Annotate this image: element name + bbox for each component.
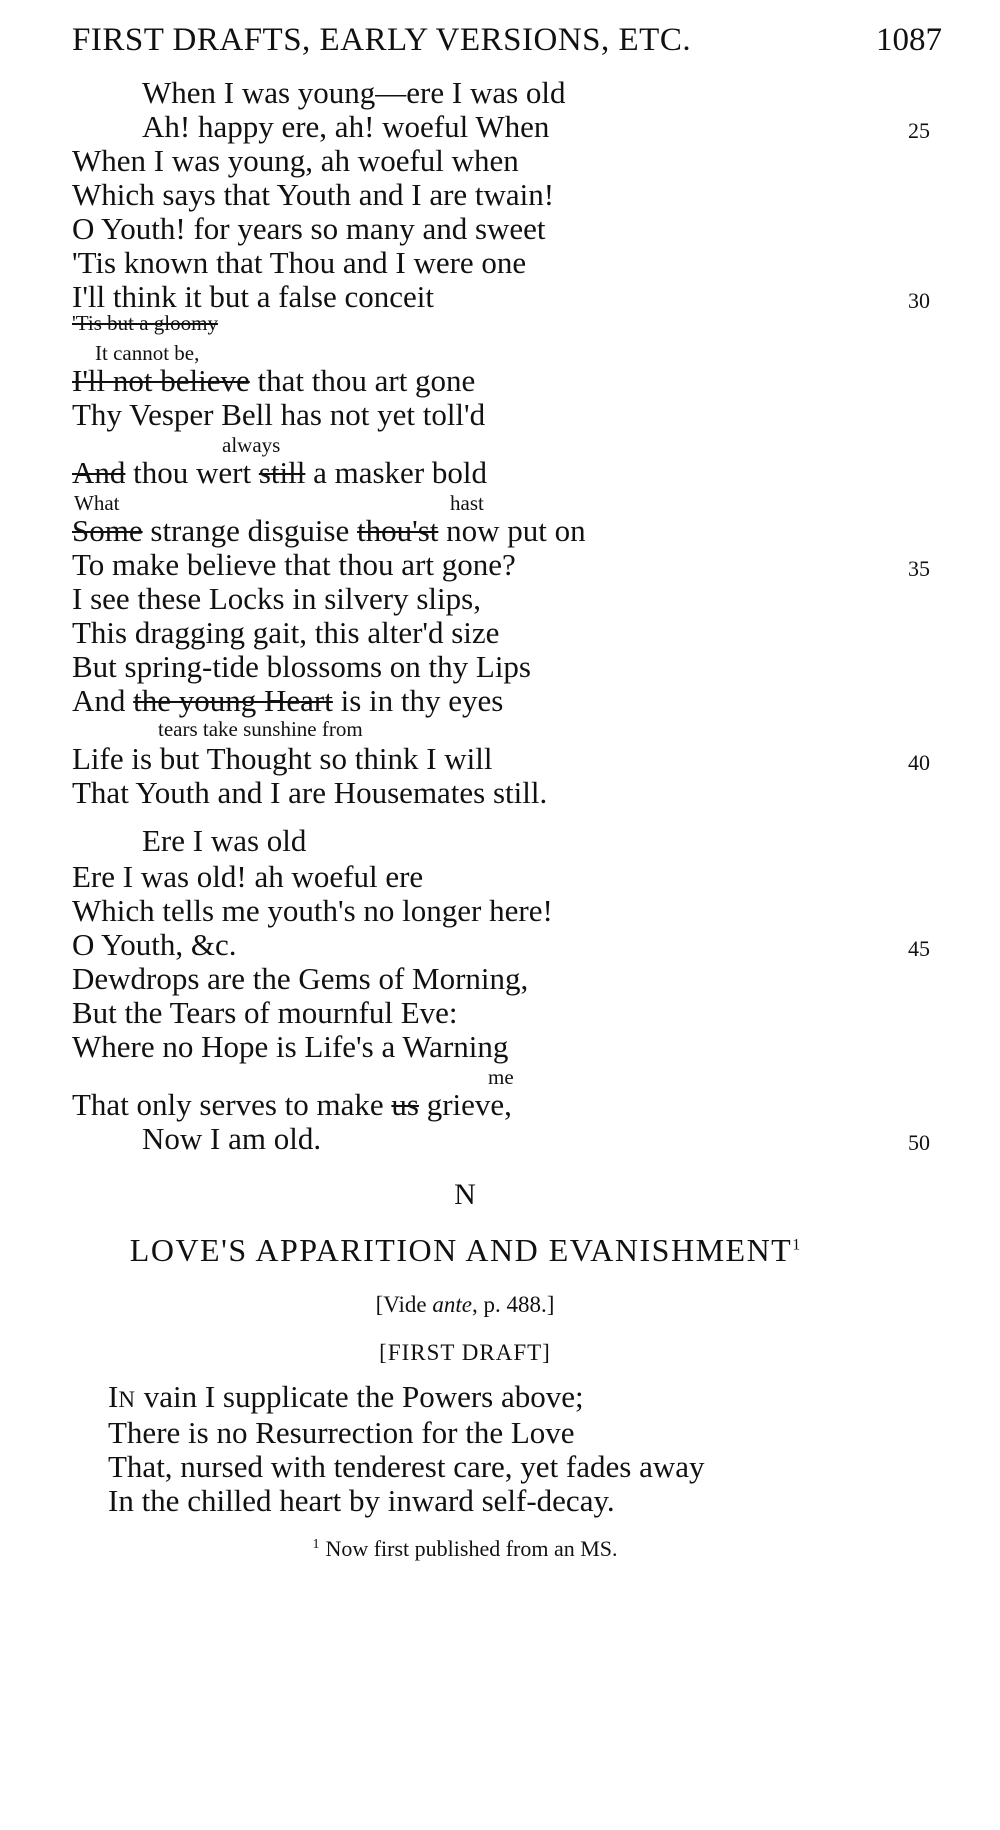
draft-label: [FIRST DRAFT]: [379, 1340, 551, 1365]
struck-text: And: [72, 455, 126, 490]
footnote-mark: 1: [312, 1536, 320, 1552]
running-head-title: FIRST DRAFTS, EARLY VERSIONS, ETC.: [72, 22, 692, 58]
verse-line: That Youth and I are Housemates still.: [72, 775, 548, 810]
line-number: 25: [908, 118, 930, 143]
verse-line: But the Tears of mournful Eve:: [72, 995, 458, 1030]
page-number: 1087: [876, 22, 942, 58]
drop-capital: I: [108, 1379, 119, 1414]
verse-text: That only serves to make: [72, 1087, 392, 1122]
verse-line: In the chilled heart by inward self-decay.: [108, 1483, 615, 1518]
verse-line: 'Tis known that Thou and I were one: [72, 245, 527, 280]
cross-reference-close: , p. 488.]: [471, 1292, 555, 1317]
running-head: [72, 22, 942, 62]
line-number: 35: [908, 556, 930, 581]
verse-text: that thou art gone: [249, 363, 476, 398]
section-title-text: LOVE'S APPARITION AND EVANISHMENT: [129, 1232, 793, 1268]
footnote-text: Now first published from an MS.: [325, 1536, 618, 1561]
interlinear-variant: me: [488, 1065, 514, 1089]
verse-line: [72, 682, 503, 720]
struck-text: the young Heart: [133, 683, 333, 718]
verse-line: O Youth! for years so many and sweet: [72, 211, 546, 246]
verse-line: [72, 512, 586, 550]
verse-line: This dragging gait, this alter'd size: [72, 615, 500, 650]
line-number: 45: [908, 936, 930, 961]
verse-line: When I was young, ah woeful when: [72, 143, 519, 178]
footnote-reference: 1: [792, 1236, 801, 1254]
verse-line: Ere I was old! ah woeful ere: [72, 859, 424, 894]
verse-line: When I was young—ere I was old: [142, 75, 566, 110]
verse-line: That, nursed with tenderest care, yet fades away: [108, 1449, 705, 1484]
verse-line: Which tells me youth's no longer here!: [72, 893, 553, 928]
line-number: 50: [908, 1130, 930, 1155]
verse-text: grieve,: [418, 1087, 512, 1122]
line-number: 40: [908, 750, 930, 775]
verse-line: I see these Locks in silvery slips,: [72, 581, 481, 616]
interlinear-variant: hast: [450, 491, 484, 515]
interlinear-variant: always: [222, 433, 281, 457]
struck-text: I'll not believe: [72, 363, 250, 398]
interlinear-variant: tears take sunshine from: [158, 717, 363, 741]
interlinear-variant: It cannot be,: [95, 341, 200, 365]
verse-line: But spring-tide blossoms on thy Lips: [72, 649, 531, 684]
cross-reference-ante: ante: [432, 1292, 472, 1317]
verse-line: I'll think it but a false conceit: [72, 279, 434, 314]
cross-reference-open: [Vide: [375, 1292, 433, 1317]
verse-line: Where no Hope is Life's a Warning: [72, 1029, 509, 1064]
struck-text: us: [391, 1087, 419, 1122]
struck-variant: 'Tis but a gloomy: [72, 311, 218, 335]
verse-line: There is no Resurrection for the Love: [108, 1415, 575, 1450]
verse-text: now put on: [438, 513, 586, 548]
small-capital: N: [118, 1387, 136, 1412]
verse-text: thou wert: [125, 455, 259, 490]
struck-text: still: [258, 455, 306, 490]
verse-line: [72, 362, 475, 400]
verse-line: [72, 1086, 512, 1124]
section-letter: N: [454, 1178, 476, 1211]
verse-line: To make believe that thou art gone?: [72, 547, 516, 582]
line-number: 30: [908, 288, 930, 313]
section-title: [0, 1232, 930, 1269]
struck-text: thou'st: [357, 513, 439, 548]
cross-reference: [0, 1292, 930, 1318]
interlinear-variant: What: [74, 491, 120, 515]
footnote: [0, 1536, 930, 1562]
verse-line: Ere I was old: [142, 823, 307, 858]
verse-text: vain I supplicate the Powers above;: [135, 1379, 584, 1414]
verse-line: Now I am old.: [142, 1121, 322, 1156]
verse-text: a masker bold: [305, 455, 487, 490]
verse-line: Dewdrops are the Gems of Morning,: [72, 961, 529, 996]
verse-line: O Youth, &c.: [72, 927, 237, 962]
verse-text: And: [72, 683, 134, 718]
struck-text: Some: [72, 513, 143, 548]
verse-line: Life is but Thought so think I will: [72, 741, 493, 776]
verse-line: Ah! happy ere, ah! woeful When: [142, 109, 550, 144]
verse-line: [72, 454, 487, 492]
verse-text: strange disguise: [142, 513, 358, 548]
verse-line: Which says that Youth and I are twain!: [72, 177, 555, 212]
verse-line: Thy Vesper Bell has not yet toll'd: [72, 397, 486, 432]
verse-text: is in thy eyes: [332, 683, 504, 718]
verse-line: [108, 1378, 584, 1419]
